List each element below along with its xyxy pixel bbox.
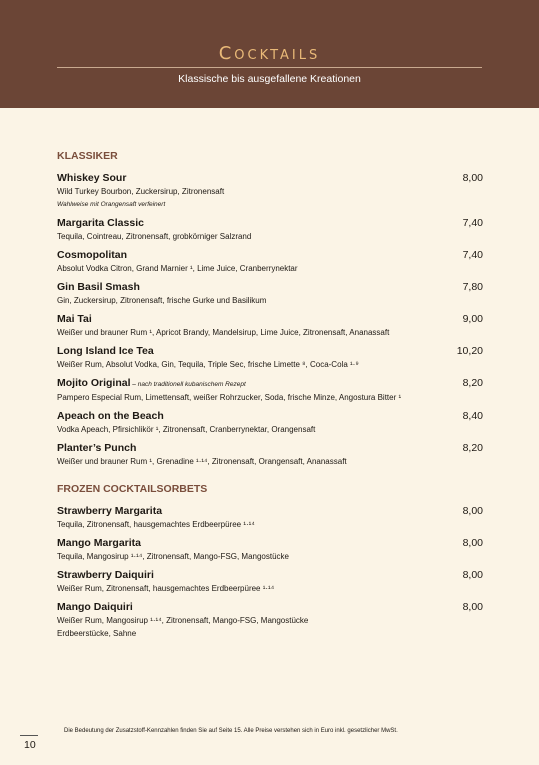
item-description: Weißer Rum, Absolut Vodka, Gin, Tequila, Triple Sec, frische Limette ⁸, Coca-Cola ¹·⁹ — [57, 360, 359, 369]
item-price: 8,00 — [462, 601, 483, 613]
menu-item-margarita-classic — [57, 217, 483, 243]
menu-item-mango-daiquiri — [57, 601, 483, 640]
footer-note: Die Bedeutung der Zusatzstoff-Kennzahlen finden Sie auf Seite 15. Alle Preise verstehen sich in Euro inkl. gesetzlicher MwSt. — [64, 728, 398, 734]
item-name: Strawberry Daiquiri — [57, 569, 154, 581]
item-price: 8,20 — [462, 377, 483, 389]
item-note: Wahlweise mit Orangensaft verfeinert — [57, 201, 166, 208]
item-name: Apeach on the Beach — [57, 410, 164, 422]
item-description: Weißer und brauner Rum ¹, Apricot Brandy, Mandelsirup, Lime Juice, Zitronensaft, Ananassaft — [57, 328, 390, 337]
header-divider — [57, 67, 482, 68]
item-price: 8,40 — [462, 410, 483, 422]
menu-item-mojito-original — [57, 377, 483, 404]
item-name: Margarita Classic — [57, 217, 144, 229]
menu-item-cosmopolitan — [57, 249, 483, 275]
menu-item-apeach-on-the-beach — [57, 410, 483, 436]
header-banner — [0, 0, 539, 108]
item-name: Cosmopolitan — [57, 249, 127, 261]
menu-item-whiskey-sour — [57, 172, 483, 211]
menu-item-long-island-ice-tea — [57, 345, 483, 371]
item-name: Whiskey Sour — [57, 172, 127, 184]
item-price: 9,00 — [462, 313, 483, 325]
item-description: Gin, Zuckersirup, Zitronensaft, frische Gurke und Basilikum — [57, 296, 267, 305]
item-description: Tequila, Zitronensaft, hausgemachtes Erdbeerpüree ¹·¹⁴ — [57, 520, 255, 529]
page-title: Cocktails — [218, 43, 321, 64]
item-price: 7,80 — [462, 281, 483, 293]
page-subtitle: Klassische bis ausgefallene Kreationen — [178, 73, 361, 85]
section-title-klassiker: KLASSIKER — [57, 150, 118, 162]
item-description: Vodka Apeach, Pfirsichlikör ¹, Zitronensaft, Cranberrynektar, Orangensaft — [57, 425, 316, 434]
item-name-row — [57, 377, 483, 391]
item-price: 10,20 — [456, 345, 483, 357]
item-description: Wild Turkey Bourbon, Zuckersirup, Zitronensaft — [57, 187, 225, 196]
menu-item-gin-basil-smash — [57, 281, 483, 307]
item-name: Gin Basil Smash — [57, 281, 140, 293]
item-price: 8,20 — [462, 442, 483, 454]
item-name: Mango Daiquiri — [57, 601, 133, 613]
item-description: Tequila, Cointreau, Zitronensaft, grobkörniger Salzrand — [57, 232, 252, 241]
item-name: Mango Margarita — [57, 537, 142, 549]
item-description: Weißer Rum, Zitronensaft, hausgemachtes Erdbeerpüree ¹·¹⁴ — [57, 584, 275, 593]
section-title-frozen: FROZEN COCKTAILSORBETS — [57, 483, 208, 495]
menu-item-mango-margarita — [57, 537, 483, 563]
item-description: Tequila, Mangosirup ¹·¹⁴, Zitronensaft, Mango-FSG, Mangostücke — [57, 552, 289, 561]
item-description: Pampero Especial Rum, Limettensaft, weißer Rohrzucker, Soda, frische Minze, Angostura Bitter ¹ — [57, 393, 402, 402]
item-name: Planter’s Punch — [57, 442, 137, 454]
item-price: 7,40 — [462, 217, 483, 229]
item-price: 8,00 — [462, 537, 483, 549]
item-description-continued: Erdbeerstücke, Sahne — [57, 629, 137, 638]
item-price: 8,00 — [462, 505, 483, 517]
item-price: 8,00 — [462, 569, 483, 581]
item-price: 7,40 — [462, 249, 483, 261]
item-description: Weißer und brauner Rum ¹, Grenadine ¹·¹⁴, Zitronensaft, Orangensaft, Ananassaft — [57, 457, 347, 466]
item-price: 8,00 — [462, 172, 483, 184]
menu-item-planters-punch — [57, 442, 483, 468]
item-description: Weißer Rum, Mangosirup ¹·¹⁴, Zitronensaft, Mango-FSG, Mangostücke — [57, 616, 309, 625]
item-description: Absolut Vodka Citron, Grand Marnier ¹, Lime Juice, Cranberrynektar — [57, 264, 298, 273]
page-number-rule — [20, 735, 38, 736]
item-name: Long Island Ice Tea — [57, 345, 154, 357]
item-name: Strawberry Margarita — [57, 505, 163, 517]
menu-item-mai-tai — [57, 313, 483, 339]
menu-item-strawberry-daiquiri — [57, 569, 483, 595]
menu-item-strawberry-margarita — [57, 505, 483, 531]
item-name-note: – nach traditionell kubanischem Rezept — [130, 381, 246, 388]
item-name: Mai Tai — [57, 313, 92, 325]
item-name: Mojito Original — [57, 377, 131, 389]
menu-content — [57, 150, 483, 646]
page-number: 10 — [24, 739, 36, 751]
